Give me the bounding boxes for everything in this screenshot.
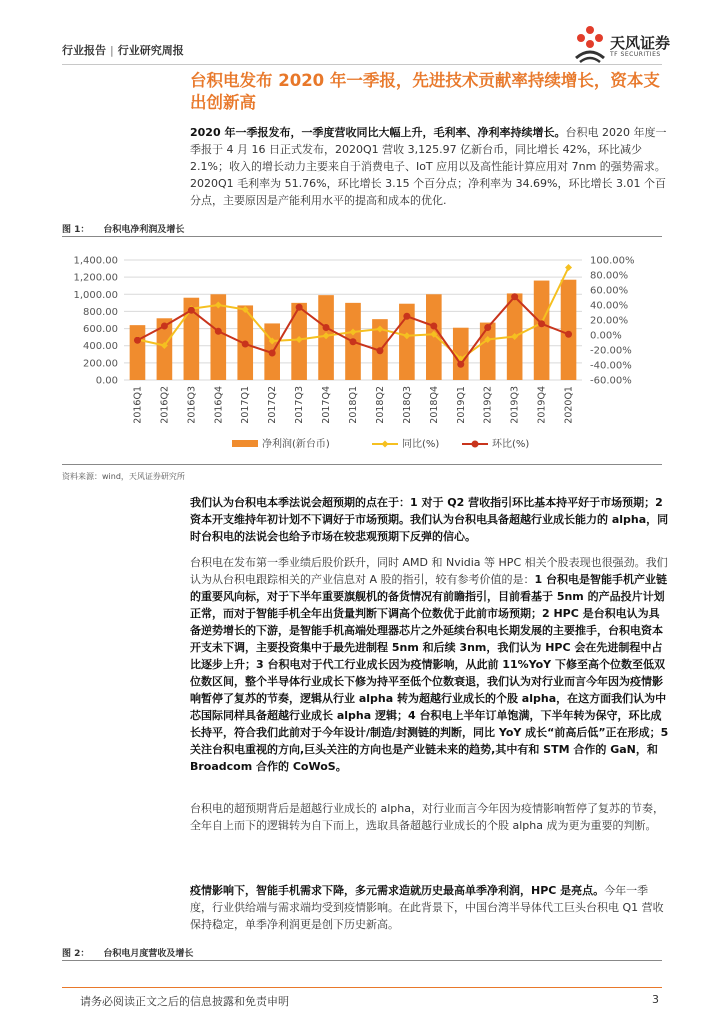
header-divider — [62, 64, 662, 65]
footer-disclaimer[interactable]: 请务必阅读正文之后的信息披露和免责申明 — [80, 995, 289, 1008]
figure-1-caption — [62, 222, 184, 235]
category-tick-label: 2018Q2 — [374, 386, 386, 424]
qoq-point — [350, 338, 357, 345]
left-axis-tick-label: 1,400.00 — [73, 255, 118, 267]
figure-1-top-rule — [62, 236, 662, 237]
qoq-point — [296, 304, 303, 311]
qoq-point — [134, 337, 141, 344]
qoq-point — [188, 307, 195, 314]
category-tick-label: 2016Q2 — [159, 386, 171, 424]
net-profit-bar — [130, 325, 146, 380]
category-tick-label: 2018Q1 — [348, 386, 359, 424]
qoq-point — [215, 328, 222, 335]
category-tick-label: 2019Q2 — [482, 386, 494, 424]
section-title: 台积电发布 2020 年一季报，先进技术贡献率持续增长，资本支出创新高 — [190, 71, 660, 112]
footer-divider — [62, 987, 662, 988]
left-axis-tick-label: 0.00 — [95, 375, 118, 387]
legend-marker-qoq — [472, 441, 479, 448]
legend-label-net-profit: 净利润(新台币) — [262, 439, 330, 450]
qoq-point — [538, 320, 545, 327]
right-axis-tick-label: -60.00% — [590, 375, 632, 387]
net-profit-bar — [480, 323, 496, 380]
qoq-point — [484, 324, 491, 331]
category-tick-label: 2017Q1 — [240, 386, 252, 424]
left-axis-tick-label: 200.00 — [83, 358, 118, 370]
paragraph-3-points: 1 台积电是智能手机产业链的重要风向标，对于下半年重要旗舰机的备货情况有前瞻指引，目前看基于 5nm 的产品投片计划正常，而对于智能手机全年出货量判断下调高个位数优于此前市场预期；2 HPC 是台积电认为具备逆势增长的下游，是智能手机高端处理器芯片之外延续台积电长期发展的主要推手，台积电资本开支未下调，主要投资集中于最先进制程 5nm 和后续 3nm，我们认为 HPC 会在先进制程中占比逐步上升；3 台积电对于代工行业成长因为疫情影响，从此前 11%YoY 下修至高个位数至低双位数区间，整个半导体行业成长下修为持平至低个位数衰退，我们认为对行业而言今年因为疫情影响暂停了复苏的节奏，逻辑从行业 alpha 转为超越行业成长的个股 alpha，在这方面我们认为中芯国际同样具备超越行业成长 alpha 逻辑；4 台积电上半年订单饱满，下半年转为保守，环比成长持平，符合我们此前对于今年设计/制造/封测链的判断，同比 YoY 成长“前高后低”正在形成；5 关注台积电重视的方向,巨头关注的方向也是产业链未来的趋势,其中有和 STM 合作的 GaN，和 Broadcom 合作的 CoWoS。 — [190, 573, 669, 773]
figure-2-top-rule — [62, 960, 662, 961]
paragraph-5-body: 今年一季度，行业供给端与需求端均受到疫情影响。在此背景下，中国台湾半导体代工巨头台积电 Q1 营收保持稳定，单季净利润更是创下历史新高。 — [190, 884, 664, 931]
paragraph-1-lead: 2020 年一季报发布，一季度营收同比大幅上升，毛利率、净利率持续增长。 — [190, 126, 566, 139]
qoq-point — [430, 323, 437, 330]
paragraph-1-body: 台积电 2020 年度一季报于 4 月 16 日正式发布，2020Q1 营收 3,125.97 亿新台币，同比增长 42%，环比减少 2.1%；收入的增长动力主要来自于消费电子、IoT 应用以及高性能计算应用对 7nm 的强势需求。2020Q1 毛利率为 51.76%，环比增长 3.15 个百分点；净利率为 34.69%，环比增长 3.01 个百分点，主要原因是产能利用水平的提高和成本的优化. — [190, 126, 667, 207]
logo-subtitle: TF SECURITIES — [610, 51, 661, 58]
header-right: 行业研究周报 — [117, 44, 184, 57]
paragraph-3-body: 台积电在发布第一季业绩后股价跃升，同时 AMD 和 Nvidia 等 HPC 相关个股表现也很强劲。我们认为从台积电跟踪相关的产业信息对 A 股的指引，较有参考价值的是： — [190, 556, 668, 586]
right-axis-tick-label: 100.00% — [590, 255, 635, 267]
qoq-point — [457, 361, 464, 368]
figure-2-number: 图 2： — [62, 949, 90, 959]
figure-1-bottom-rule — [62, 464, 662, 465]
paragraph-5 — [190, 882, 670, 933]
net-profit-bar — [561, 280, 577, 380]
figure-2-title: 台积电月度营收及增长 — [103, 949, 194, 959]
qoq-point — [403, 313, 410, 320]
left-axis-tick-label: 1,000.00 — [73, 289, 118, 301]
paragraph-2: 我们认为台积电本季法说会超预期的点在于：1 对于 Q2 营收指引环比基本持平好于市场预期；2 资本开支维持年初计划不下调好于市场预期。我们认为台积电具备超越行业成长能力的 alpha，同时台积电的法说会也给予市场在较悲观预期下反弹的信心。 — [190, 496, 669, 543]
category-tick-label: 2017Q4 — [321, 386, 333, 424]
qoq-point — [242, 341, 249, 348]
header-sep: | — [110, 44, 114, 57]
category-tick-label: 2018Q4 — [428, 386, 440, 424]
left-axis-tick-label: 400.00 — [83, 341, 118, 353]
figure-2-caption — [62, 946, 193, 959]
right-axis-tick-label: 0.00% — [590, 330, 622, 342]
paragraph-4: 台积电的超预期背后是超越行业成长的 alpha，对行业而言今年因为疫情影响暂停了复苏的节奏，全年自上而下的逻辑转为自下而上，选取具备超越行业成长的个股 alpha 成为更为重要的判断。 — [190, 802, 664, 832]
category-tick-label: 2017Q3 — [294, 386, 306, 424]
right-axis-tick-label: 80.00% — [590, 270, 629, 282]
right-axis-tick-label: -20.00% — [590, 345, 632, 357]
category-tick-label: 2018Q3 — [401, 386, 413, 424]
category-tick-label: 2016Q3 — [186, 386, 198, 424]
figure-1-source: 资料来源：wind，天风证券研究所 — [62, 472, 185, 481]
logo-name: 天风证券 — [610, 34, 671, 52]
page-number: 3 — [652, 993, 659, 1006]
report-category — [62, 42, 184, 58]
net-profit-chart — [62, 240, 662, 462]
qoq-point — [161, 323, 168, 330]
qoq-point — [565, 331, 572, 338]
figure-1-number: 图 1： — [62, 225, 90, 235]
left-axis-tick-label: 800.00 — [83, 306, 118, 318]
legend-marker-yoy — [382, 441, 389, 448]
qoq-point — [376, 347, 383, 354]
legend-swatch-net-profit — [232, 440, 258, 447]
yoy-point — [565, 264, 572, 271]
right-axis-tick-label: 40.00% — [590, 300, 629, 312]
legend-label-yoy: 同比(%) — [402, 439, 440, 450]
category-tick-label: 2016Q1 — [132, 386, 144, 424]
qoq-point — [511, 293, 518, 300]
legend-label-qoq: 环比(%) — [492, 439, 530, 450]
company-logo — [572, 24, 692, 64]
qoq-point — [323, 324, 330, 331]
net-profit-bar — [534, 281, 550, 380]
logo-mark-icon — [572, 24, 608, 64]
right-axis-tick-label: -40.00% — [590, 360, 632, 372]
category-tick-label: 2016Q4 — [213, 386, 225, 424]
right-axis-tick-label: 20.00% — [590, 315, 629, 327]
paragraph-5-lead: 疫情影响下，智能手机需求下降，多元需求造就历史最高单季净利润，HPC 是亮点。 — [190, 884, 605, 897]
category-tick-label: 2019Q3 — [509, 386, 521, 424]
right-axis-tick-label: 60.00% — [590, 285, 629, 297]
category-tick-label: 2019Q4 — [536, 386, 548, 424]
category-tick-label: 2017Q2 — [267, 386, 279, 424]
paragraph-1 — [190, 124, 670, 209]
category-tick-label: 2020Q1 — [563, 386, 575, 424]
header-left: 行业报告 — [62, 44, 106, 57]
left-axis-tick-label: 1,200.00 — [73, 272, 118, 284]
figure-1-title: 台积电净利润及增长 — [103, 225, 185, 235]
paragraph-3 — [190, 554, 670, 775]
category-tick-label: 2019Q1 — [455, 386, 467, 424]
qoq-point — [269, 350, 276, 357]
left-axis-tick-label: 600.00 — [83, 324, 118, 336]
